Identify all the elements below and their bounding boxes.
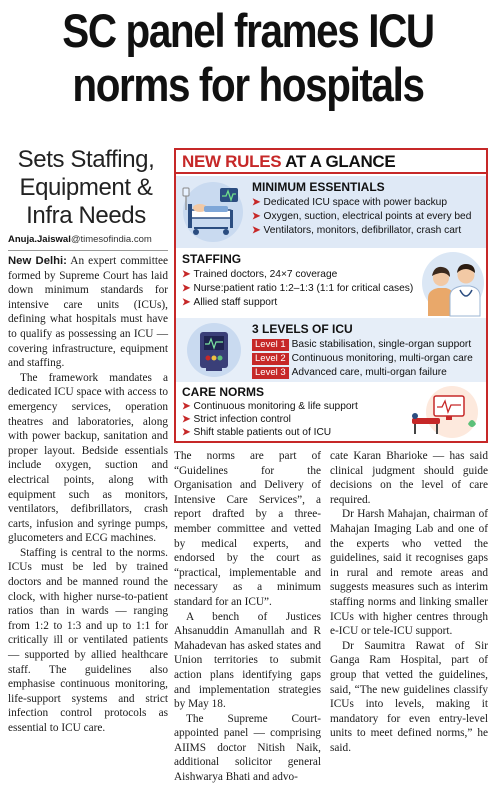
paragraph: Dr Saumitra Rawat of Sir Ganga Ram Hospital, part of group that vetted the guidelines, said, “The new guidelines classify ICUs into levels, making it mandatory for even entry-level units to meet defined norms,” he said. [330, 639, 488, 754]
headline-line-2: norms for hospitals [72, 58, 424, 111]
article-column-2 [174, 449, 321, 785]
icu-levels-section [176, 318, 486, 382]
care-monitoring-icon [402, 384, 484, 440]
list-item-text: Ventilators, monitors, defibrillator, crash cart [263, 225, 462, 236]
byline-author: Anuja.Jaiswal [8, 234, 71, 245]
list-item-text: Allied staff support [193, 297, 278, 308]
list-item-text: Advanced care, multi-organ failure [291, 367, 447, 378]
arrow-icon: ➤ [182, 414, 191, 425]
icu-levels-heading: 3 LEVELS OF ICU [252, 322, 353, 336]
byline [8, 234, 170, 245]
list-item [252, 224, 461, 237]
paragraph: Staffing is central to the norms. ICUs must be led by trained doctors and be manned round the clock, with higher nurse-to-patient ratios than in wards — ranging from 1:2 to 1:3 and up to 1:1 for critically ill or ventilated patients — supported by allied healthcare staff. The guidelines also emphasise continuous monitoring, life-support systems and strict infection control protocols as essential to ICU care. [8, 546, 168, 734]
level-badge: Level 3 [252, 367, 289, 379]
subhead-line-3: Infra Needs [26, 202, 146, 229]
arrow-icon: ➤ [252, 197, 261, 208]
list-item-text: Basic stabilisation, single-organ support [291, 339, 472, 350]
arrow-icon: ➤ [182, 401, 191, 412]
arrow-icon: ➤ [182, 297, 191, 308]
list-item-text: Oxygen, suction, electrical points at every bed [263, 211, 472, 222]
paragraph: Dr Harsh Mahajan, chairman of Mahajan Imaging Lab and one of the experts who vetted the guidelines, said it recognises gaps in rural and remote areas and suggests measures such as interim staffing norms and linking smaller ICUs with higher centres through e-ICU or tele-ICU support. [330, 508, 488, 638]
subhead-line-2: Equipment & [19, 174, 153, 201]
level-badge: Level 2 [252, 353, 289, 365]
paragraph: A bench of Justices Ahsanuddin Amanullah and R Mahadevan has asked states and Union territories to submit action plans identifying gaps and implementation strategies by May 18. [174, 610, 321, 711]
paragraph: The framework mandates a dedicated ICU space with access to emergency services, operation theatres and laboratories, along with power backup, sanitation and proper layout. Bedside essentials include oxygen, suction and electrical points, along with equipment such as monitors, ventilators, defibrillators, crash carts, infusion and syringe pumps, glucometers and ECG machines. [8, 371, 168, 545]
infographic-title [176, 150, 486, 174]
article-column-1 [8, 254, 168, 736]
paragraph [8, 254, 168, 371]
arrow-icon: ➤ [252, 225, 261, 236]
list-item [182, 400, 358, 413]
paragraph: The Supreme Court-appointed panel — comprising AIIMS doctor Nitish Naik, additional solicitor general Aishwarya Bhati and advo- [174, 712, 321, 784]
care-norms-section [176, 382, 486, 441]
list-item-text: Strict infection control [193, 414, 291, 425]
minimum-essentials-heading: MINIMUM ESSENTIALS [252, 180, 385, 194]
icu-monitor-icon [186, 322, 242, 378]
list-item [252, 366, 447, 379]
list-item [182, 268, 337, 281]
list-item [182, 426, 331, 439]
headline-line-1: SC panel frames ICU [62, 4, 434, 57]
byline-divider [8, 250, 168, 251]
level-badge: Level 1 [252, 339, 289, 351]
staffing-section [176, 248, 486, 318]
list-item [252, 210, 471, 223]
minimum-essentials-section [176, 176, 486, 248]
headline [35, 4, 462, 112]
paragraph: cate Karan Bharioke — has said clinical judgment should guide decisions on the level of care required. [330, 450, 488, 506]
arrow-icon: ➤ [182, 427, 191, 438]
infographic-box [174, 148, 488, 443]
list-item-text: Continuous monitoring & life support [193, 401, 358, 412]
list-item [182, 413, 291, 426]
staffing-heading: STAFFING [182, 252, 242, 266]
paragraph: The norms are part of “Guidelines for the Organisation and Delivery of Intensive Care Services”, a report drafted by a three-member committee and vetted by medical experts, and endorsed by the court as “practical, implementable and necessary as a minimum standard for an ICU”. [174, 450, 321, 608]
arrow-icon: ➤ [252, 211, 261, 222]
paragraph-text: An expert committee formed by Supreme Court has laid down minimum standards for intensive care units (ICUs), defining what hospitals must have to qualify as possessing an ICU — covering infrastructure, equipment and staffing. [8, 255, 168, 370]
list-item-text: Continuous monitoring, multi-organ care [291, 353, 473, 364]
list-item-text: Dedicated ICU space with power backup [263, 197, 448, 208]
list-item-text: Shift stable patients out of ICU [193, 427, 332, 438]
care-norms-heading: CARE NORMS [182, 385, 265, 399]
arrow-icon: ➤ [182, 269, 191, 280]
icu-bed-icon [180, 180, 246, 244]
list-item [252, 196, 447, 209]
list-item [182, 296, 277, 309]
infographic-title-black: AT A GLANCE [281, 152, 396, 171]
arrow-icon: ➤ [182, 283, 191, 294]
infographic-title-red: NEW RULES [182, 152, 282, 171]
subhead-line-1: Sets Staffing, [17, 146, 155, 173]
article-column-3 [330, 449, 488, 755]
medical-staff-icon [420, 250, 486, 316]
list-item [182, 282, 413, 295]
subheadline [4, 146, 168, 230]
dateline: New Delhi: [8, 255, 67, 267]
list-item [252, 352, 473, 365]
list-item-text: Trained doctors, 24×7 coverage [193, 269, 338, 280]
byline-email: @timesofindia.com [70, 234, 152, 245]
list-item [252, 338, 471, 351]
list-item-text: Nurse:patient ratio 1:2–1:3 (1:1 for critical cases) [193, 283, 414, 294]
